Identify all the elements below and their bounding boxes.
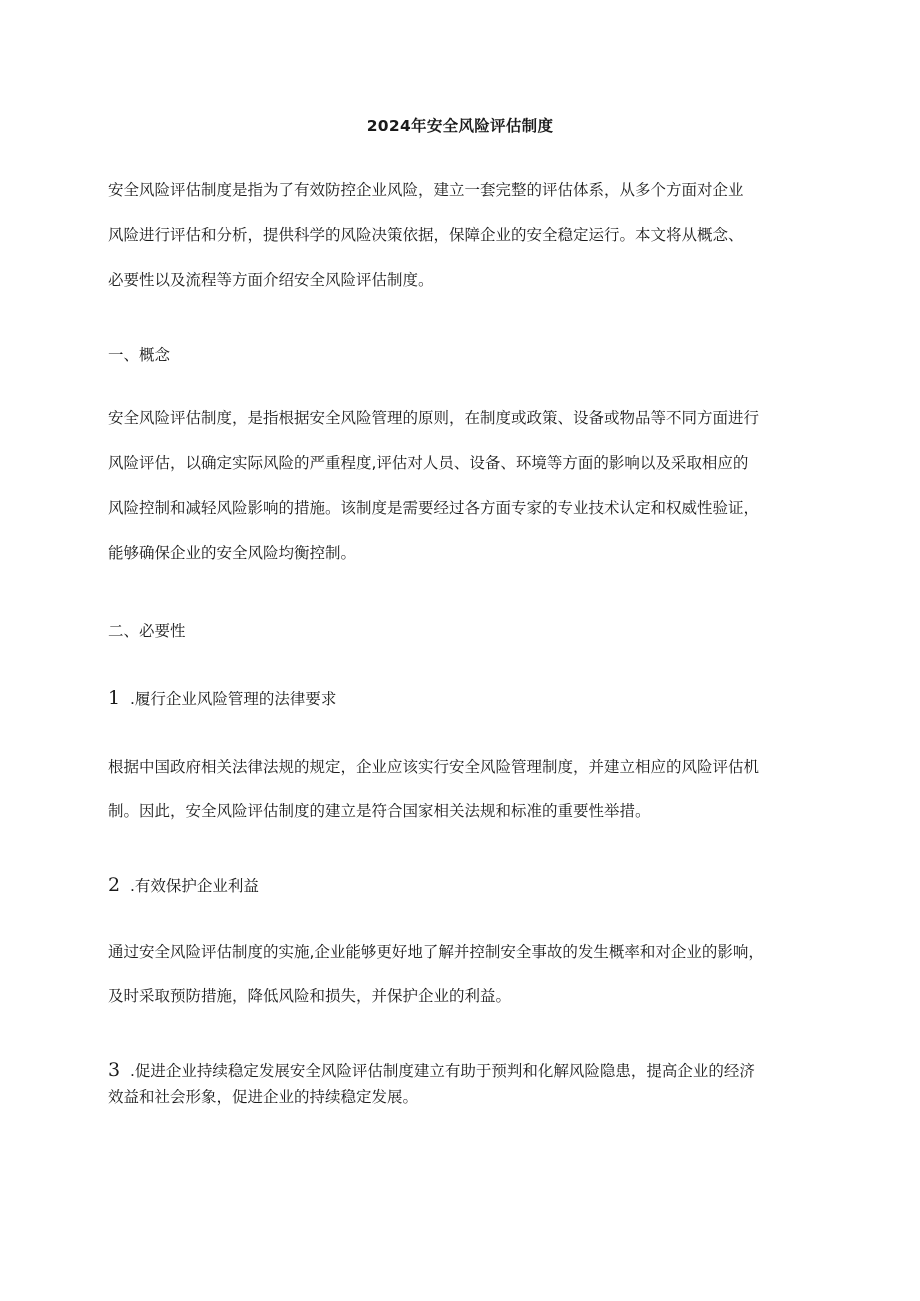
item-1-body	[108, 758, 823, 821]
item-3-line-2: 效益和社会形象，促进企业的持续稳定发展。	[108, 1088, 419, 1106]
intro-line-3: 必要性以及流程等方面介绍安全风险评估制度。	[108, 271, 434, 289]
item-1-number: 1	[108, 687, 121, 709]
item-1-heading	[108, 687, 336, 709]
item-2-number: 2	[108, 874, 121, 896]
item-2-title: .有效保护企业利益	[130, 877, 259, 895]
section-1-heading: 一、概念	[108, 346, 171, 364]
item-2-line-2: 及时采取预防措施，降低风险和损失，并保护企业的利益。	[108, 987, 512, 1005]
section-1-line-2: 风险评估，以确定实际风险的严重程度,评估对人员、设备、环境等方面的影响以及采取相应的	[108, 454, 749, 472]
item-2-heading	[108, 874, 259, 896]
section-1-line-3: 风险控制和减轻风险影响的措施。该制度是需要经过各方面专家的专业技术认定和权威性验证，	[108, 499, 760, 517]
item-2-line-1: 通过安全风险评估制度的实施,企业能够更好地了解并控制安全事故的发生概率和对企业的影响，	[108, 943, 764, 961]
intro-line-2: 风险进行评估和分析，提供科学的风险决策依据，保障企业的安全稳定运行。本文将从概念、	[108, 226, 744, 244]
item-3-continuation	[108, 1088, 823, 1107]
section-1-line-1: 安全风险评估制度，是指根据安全风险管理的原则，在制度或政策、设备或物品等不同方面进行	[108, 409, 760, 427]
section-1-line-4: 能够确保企业的安全风险均衡控制。	[108, 544, 357, 562]
item-1-line-2: 制。因此，安全风险评估制度的建立是符合国家相关法规和标准的重要性举措。	[108, 802, 651, 820]
intro-line-1: 安全风险评估制度是指为了有效防控企业风险，建立一套完整的评估体系，从多个方面对企业	[108, 181, 744, 199]
item-3-title: .促进企业持续稳定发展安全风险评估制度建立有助于预判和化解风险隐患，提高企业的经济	[130, 1062, 755, 1080]
item-2-body	[108, 943, 823, 1006]
section-2-heading: 二、必要性	[108, 622, 186, 640]
intro-paragraph	[108, 181, 823, 290]
section-1-body	[108, 409, 823, 563]
item-3-number: 3	[108, 1059, 121, 1081]
item-3-heading	[108, 1059, 755, 1081]
item-1-line-1: 根据中国政府相关法律法规的规定，企业应该实行安全风险管理制度，并建立相应的风险评估机	[108, 758, 760, 776]
document-title: 2024年安全风险评估制度	[366, 117, 554, 135]
item-1-title: .履行企业风险管理的法律要求	[130, 690, 337, 708]
